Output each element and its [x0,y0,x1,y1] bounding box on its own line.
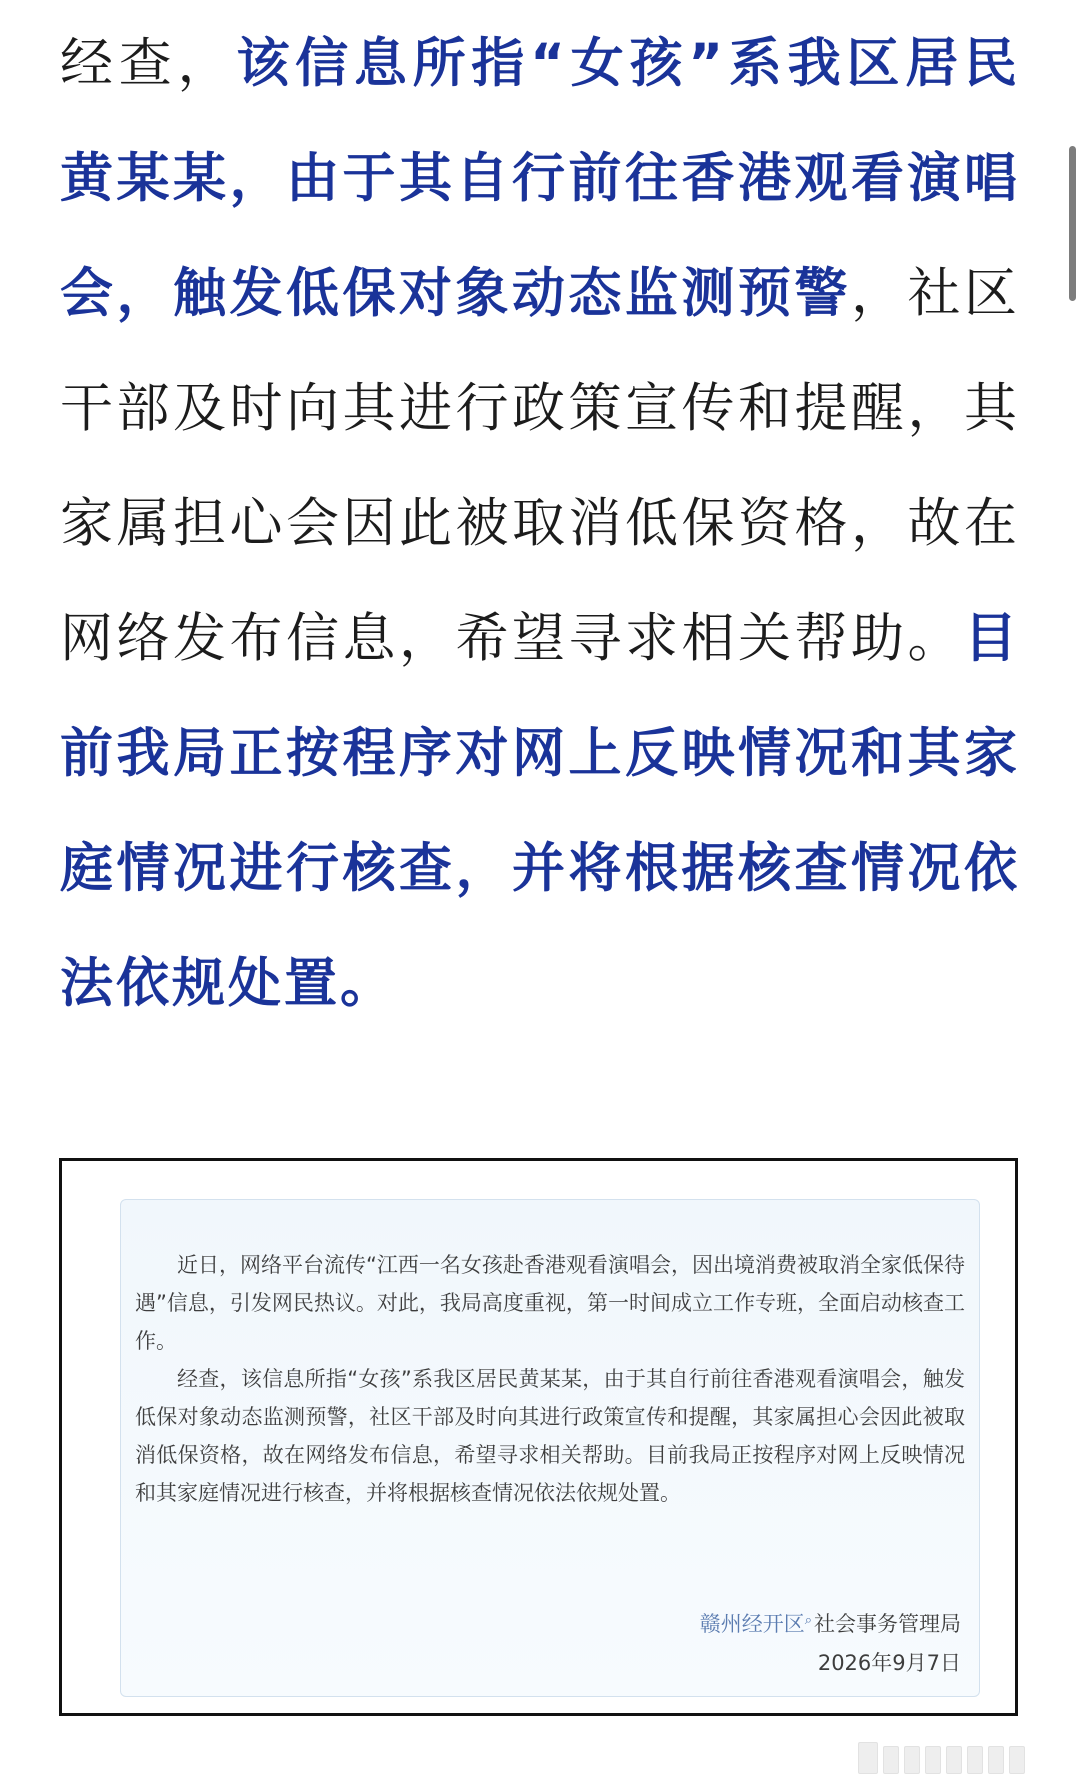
watermark-bar [925,1746,941,1774]
notice-signature-org [700,1608,961,1638]
org-name-rest: 社会事务管理局 [814,1612,961,1636]
notice-paragraph-1: 近日，网络平台流传“江西一名女孩赴香港观看演唱会，因出境消费被取消全家低保待遇”信息，引发网民热议。对此，我局高度重视，第一时间成立工作专班，全面启动核查工作。 [135,1253,965,1353]
watermark-bar [988,1746,1004,1774]
watermark-bar [904,1746,920,1774]
scrollbar[interactable] [1066,0,1080,1780]
notice-body [135,1246,965,1512]
article-text-plain-1: 经查， [60,33,237,94]
notice-paragraph-2: 经查，该信息所指“女孩”系我区居民黄某某，由于其自行前往香港观看演唱会，触发低保对象动态监测预警，社区干部及时向其进行政策宣传和提醒，其家属担心会因此被取消低保资格，故在网络发布信息，希望寻求相关帮助。目前我局正按程序对网上反映情况和其家庭情况进行核查，并将根据核查情况依法依规处置。 [135,1367,965,1505]
watermark-bar [858,1742,878,1774]
article-text-highlight-2: 目前我局正按程序对网上反映情况和其家庭情况进行核查，并将根据核查情况依法依规处置。 [60,608,1020,1014]
magnifier-icon[interactable]: ⌕ [804,1613,812,1628]
org-link[interactable]: 赣州经开区 [699,1612,805,1636]
watermark-bar [1009,1746,1025,1774]
watermark-bars-icon [858,1742,1025,1774]
article-text [60,6,1020,1041]
watermark-bar [967,1746,983,1774]
watermark-bar [883,1746,899,1774]
scrollbar-thumb[interactable] [1069,146,1076,301]
notice-signature-date: 2026年9月7日 [817,1651,961,1675]
article-text-highlight-1: 该信息所指“女孩”系我区居民黄某某，由于其自行前往香港观看演唱会，触发低保对象动态监测预警 [60,33,1020,324]
notice-card [120,1199,980,1697]
notice-image-frame [59,1158,1018,1716]
watermark-bar [946,1746,962,1774]
article-text-plain-2: ，社区干部及时向其进行政策宣传和提醒，其家属担心会因此被取消低保资格，故在网络发布信息，希望寻求相关帮助。 [60,263,1020,669]
